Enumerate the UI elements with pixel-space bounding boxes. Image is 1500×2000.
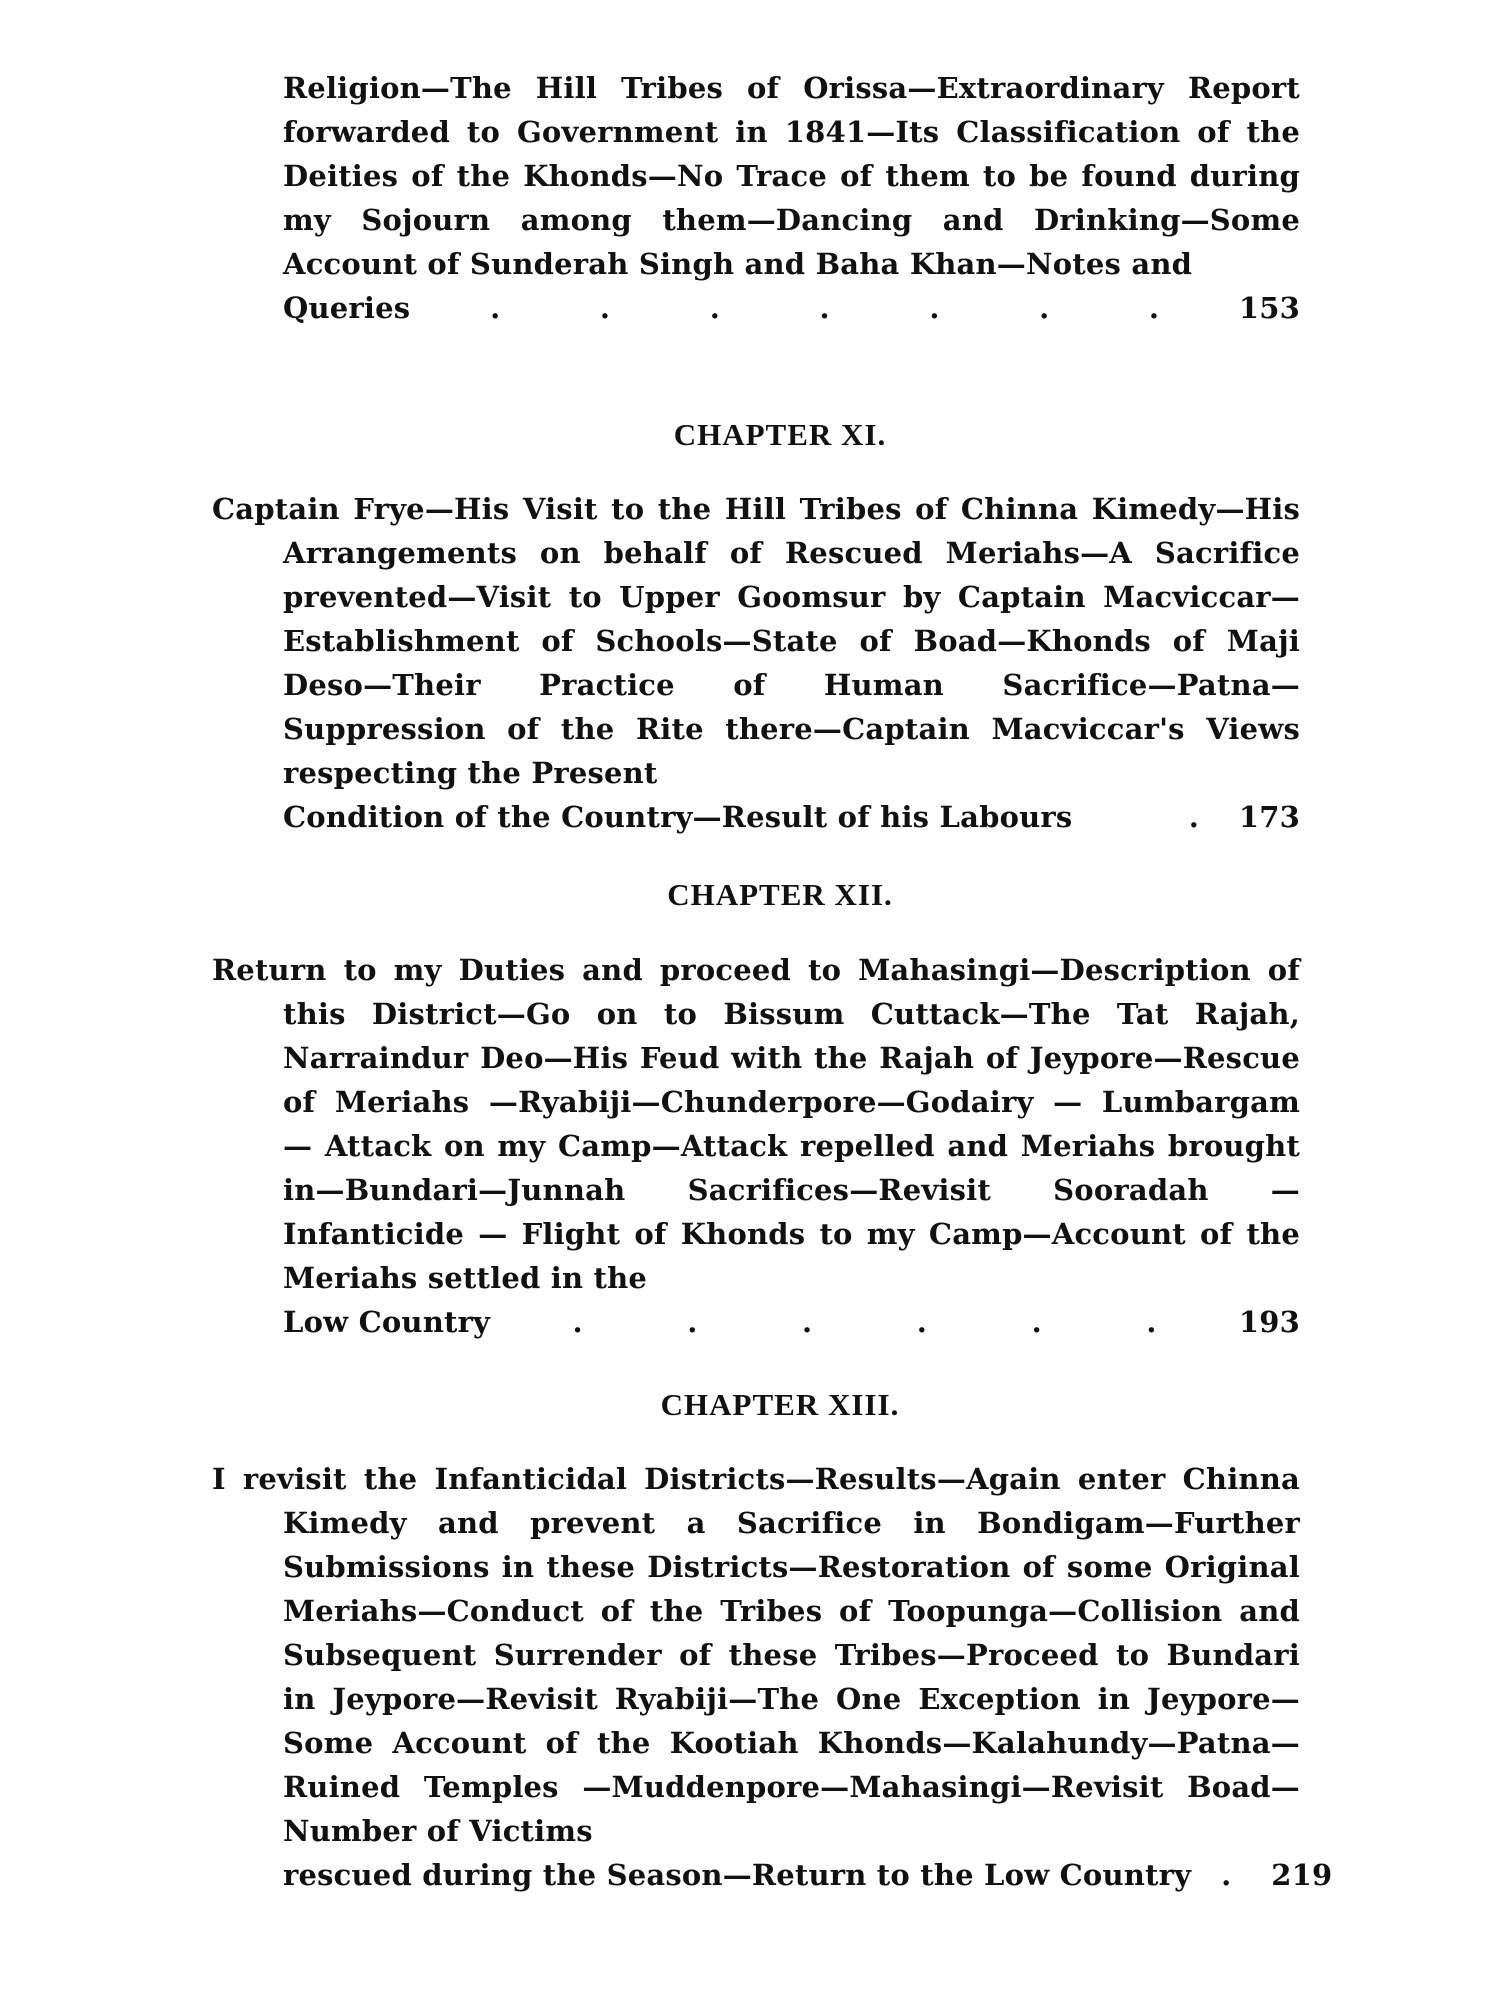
page-number: 219 [1271, 1858, 1333, 1892]
page-number: 173 [1238, 800, 1300, 834]
toc-entry-chapter-xii [212, 948, 1300, 1344]
page-number: 193 [1238, 1305, 1300, 1339]
dot-leader: . [1188, 800, 1199, 834]
toc-entry-last-line [283, 1300, 1300, 1344]
toc-entry-chapter-xi [212, 487, 1300, 839]
toc-entry-last-line [283, 795, 1300, 839]
chapter-heading-xii: CHAPTER XII. [667, 877, 893, 912]
chapter-heading-xiii: CHAPTER XIII. [660, 1387, 900, 1422]
toc-entry-last-line-text: Condition of the Country—Result of his Labours [283, 800, 1073, 834]
toc-entry-text: Captain Frye—His Visit to the Hill Tribes of Chinna Kimedy—His Arrangements on behalf of Rescued Meriahs—A Sacrifice prevented—Visit to Upper Goomsur by Captain Macviccar—Establishment of Schools—State of Boad—Khonds of Maji Deso—Their Practice of Human Sacrifice—Patna—Suppression of the Rite there—Captain Macviccar's Views respecting the Present [212, 492, 1300, 790]
toc-entry-text: I revisit the Infanticidal Districts—Results—Again enter Chinna Kimedy and prevent a Sacrifice in Bondigam—Further Submissions in these Districts—Restoration of some Original Meriahs—Conduct of the Tribes of Toopunga—Collision and Subsequent Surrender of these Tribes—Proceed to Bundari in Jeypore—Revisit Ryabiji—The One Exception in Jeypore—Some Account of the Kootiah Khonds—Kalahundy—Patna—Ruined Temples —Muddenpore—Mahasingi—Revisit Boad—Number of Victims [212, 1462, 1300, 1848]
chapter-heading-xi: CHAPTER XI. [673, 417, 887, 452]
toc-entry-last-line [283, 286, 1300, 330]
toc-entry-last-line-text: rescued during the Season—Return to the Low Country [283, 1858, 1192, 1892]
toc-entry-text: Religion—The Hill Tribes of Orissa—Extraordinary Report forwarded to Government in 1841—Its Classification of the Deities of the Khonds—No Trace of them to be found during my Sojourn among them—Dancing and Drinking—Some Account of Sunderah Singh and Baha Khan—Notes and [283, 71, 1300, 281]
toc-entry-last-line-text: Queries [283, 291, 411, 325]
dot-leader: . [1221, 1858, 1232, 1892]
page-number: 153 [1238, 291, 1300, 325]
dot-leader: . . . . . . [572, 1305, 1157, 1339]
toc-entry-last-line [283, 1853, 1333, 1897]
toc-entry-text: Return to my Duties and proceed to Mahasingi—Description of this District—Go on to Bissum Cuttack—The Tat Rajah, Narraindur Deo—His Feud with the Rajah of Jeypore—Rescue of Meriahs —Ryabiji—Chunderpore—Godairy — Lumbargam — Attack on my Camp—Attack repelled and Meriahs brought in—Bundari—Junnah Sacrifices—Revisit Sooradah — Infanticide — Flight of Khonds to my Camp—Account of the Meriahs settled in the [212, 953, 1300, 1295]
toc-entry-last-line-text: Low Country [283, 1305, 491, 1339]
dot-leader: . . . . . . . [490, 291, 1160, 325]
toc-entry-chapter-xiii [212, 1457, 1333, 1897]
toc-entry-religion [283, 66, 1300, 330]
